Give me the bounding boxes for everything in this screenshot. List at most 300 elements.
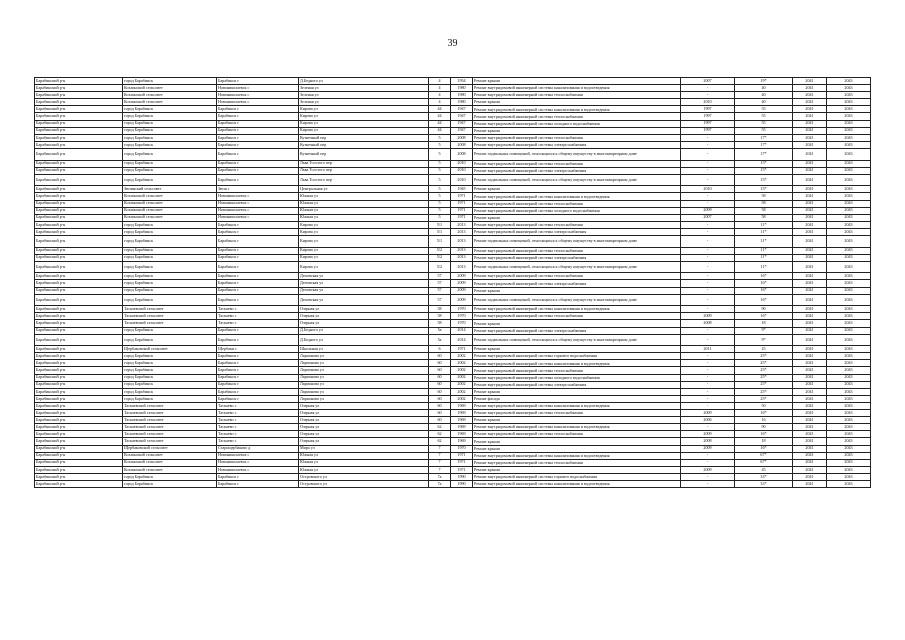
wear-percent-cell: 25* bbox=[735, 374, 793, 381]
wear-percent-cell: 15* bbox=[735, 186, 793, 193]
district-cell: Барабинский р-н bbox=[35, 431, 123, 438]
house-number-cell: 5 bbox=[429, 148, 451, 160]
work-type-cell: Ремонт фасада bbox=[473, 395, 681, 402]
work-type-cell: Ремонт крыши bbox=[473, 287, 681, 294]
planned-start-year-cell: 2041 bbox=[793, 78, 827, 85]
planned-end-year-cell: 2043 bbox=[827, 200, 871, 207]
planned-start-year-cell: 2041 bbox=[793, 395, 827, 402]
planned-start-year-cell: 2041 bbox=[793, 388, 827, 395]
street-cell: Кузнечный пер bbox=[299, 148, 429, 160]
construction-year-cell: 2010 bbox=[451, 160, 473, 167]
planned-end-year-cell: 2043 bbox=[827, 445, 871, 452]
table-row bbox=[35, 127, 871, 134]
locality-cell: Барабинск г bbox=[217, 367, 299, 374]
work-type-cell: Ремонт внутридомовой инженерной системы теплоснабжения bbox=[473, 367, 681, 374]
construction-year-cell: 1969 bbox=[451, 438, 473, 445]
work-type-cell: Ремонт внутридомовой инженерной системы электроснабжения bbox=[473, 327, 681, 334]
district-cell: Барабинский р-н bbox=[35, 381, 123, 388]
street-cell: Д.Бедного ул bbox=[299, 78, 429, 85]
last-repair-year-cell: - bbox=[681, 424, 735, 431]
wear-percent-cell: 18 bbox=[735, 320, 793, 327]
planned-end-year-cell: 2043 bbox=[827, 346, 871, 353]
street-cell: Кирова ул bbox=[299, 221, 429, 228]
district-cell: Барабинский р-н bbox=[35, 445, 123, 452]
house-number-cell: 62 bbox=[429, 438, 451, 445]
locality-cell: Барабинск г bbox=[217, 78, 299, 85]
planned-start-year-cell: 2041 bbox=[793, 160, 827, 167]
wear-percent-cell: 25* bbox=[735, 381, 793, 388]
house-number-cell: 5/1 bbox=[429, 221, 451, 228]
street-cell: Деповская ул bbox=[299, 294, 429, 306]
street-cell: Кирова ул bbox=[299, 254, 429, 261]
construction-year-cell: 2008 bbox=[451, 148, 473, 160]
work-type-cell: Ремонт внутридомовой инженерной системы горячего водоснабжения bbox=[473, 473, 681, 480]
planned-start-year-cell: 2041 bbox=[793, 141, 827, 148]
planned-end-year-cell: 2043 bbox=[827, 127, 871, 134]
planned-start-year-cell: 2041 bbox=[793, 247, 827, 254]
settlement-cell: Козлинский сельсовет bbox=[123, 459, 217, 466]
house-number-cell: 7 bbox=[429, 452, 451, 459]
construction-year-cell: 1947 bbox=[451, 127, 473, 134]
planned-end-year-cell: 2043 bbox=[827, 294, 871, 306]
work-type-cell: Ремонт внутридомовой инженерной системы канализования и водоотведения bbox=[473, 193, 681, 200]
locality-cell: Новониколаевск с bbox=[217, 85, 299, 92]
planned-start-year-cell: 2041 bbox=[793, 473, 827, 480]
district-cell: Барабинский р-н bbox=[35, 327, 123, 334]
locality-cell: Барабинск г bbox=[217, 480, 299, 487]
planned-start-year-cell: 2041 bbox=[793, 167, 827, 174]
page-number: 39 bbox=[447, 38, 458, 49]
last-repair-year-cell: - bbox=[681, 273, 735, 280]
construction-year-cell: 2014 bbox=[451, 327, 473, 334]
table-row bbox=[35, 141, 871, 148]
district-cell: Барабинский р-н bbox=[35, 134, 123, 141]
district-cell: Барабинский р-н bbox=[35, 395, 123, 402]
work-type-cell: Ремонт крыши bbox=[473, 445, 681, 452]
construction-year-cell: 2002 bbox=[451, 360, 473, 367]
planned-start-year-cell: 2041 bbox=[793, 313, 827, 320]
street-cell: Южная ул bbox=[299, 214, 429, 221]
wear-percent-cell: 25* bbox=[735, 367, 793, 374]
planned-end-year-cell: 2043 bbox=[827, 113, 871, 120]
district-cell: Барабинский р-н bbox=[35, 254, 123, 261]
planned-start-year-cell: 2041 bbox=[793, 235, 827, 247]
wear-percent-cell: 67* bbox=[735, 452, 793, 459]
house-number-cell: 5а bbox=[429, 334, 451, 346]
work-type-cell: Ремонт внутридомовой инженерной системы холодного водоснабжения bbox=[473, 374, 681, 381]
work-type-cell: Ремонт подвальных помещений, относящихся к общему имуществу в многоквартирном доме bbox=[473, 235, 681, 247]
house-number-cell: 5а bbox=[429, 327, 451, 334]
settlement-cell: город Барабинск bbox=[123, 353, 217, 360]
last-repair-year-cell: - bbox=[681, 327, 735, 334]
street-cell: Д.Бедного ул bbox=[299, 327, 429, 334]
planned-start-year-cell: 2041 bbox=[793, 367, 827, 374]
locality-cell: Новониколаевск с bbox=[217, 207, 299, 214]
wear-percent-cell: 16* bbox=[735, 410, 793, 417]
planned-end-year-cell: 2043 bbox=[827, 174, 871, 186]
locality-cell: Зюзя с bbox=[217, 186, 299, 193]
wear-percent-cell: 25 bbox=[735, 346, 793, 353]
district-cell: Барабинский р-н bbox=[35, 334, 123, 346]
work-type-cell: Ремонт внутридомовой инженерной системы электроснабжения bbox=[473, 381, 681, 388]
locality-cell: Барабинск г bbox=[217, 360, 299, 367]
table-row bbox=[35, 273, 871, 280]
house-number-cell: 7а bbox=[429, 480, 451, 487]
settlement-cell: город Барабинск bbox=[123, 395, 217, 402]
locality-cell: Барабинск г bbox=[217, 247, 299, 254]
last-repair-year-cell: 1997 bbox=[681, 113, 735, 120]
planned-end-year-cell: 2043 bbox=[827, 395, 871, 402]
district-cell: Барабинский р-н bbox=[35, 459, 123, 466]
house-number-cell: 60 bbox=[429, 388, 451, 395]
work-type-cell: Ремонт внутридомовой инженерной системы электроснабжения bbox=[473, 167, 681, 174]
house-number-cell: 60 bbox=[429, 353, 451, 360]
last-repair-year-cell: - bbox=[681, 148, 735, 160]
planned-end-year-cell: 2043 bbox=[827, 186, 871, 193]
house-number-cell: 44 bbox=[429, 113, 451, 120]
house-number-cell: 5 bbox=[429, 214, 451, 221]
house-number-cell: 5 bbox=[429, 207, 451, 214]
settlement-cell: город Барабинск bbox=[123, 381, 217, 388]
planned-start-year-cell: 2041 bbox=[793, 127, 827, 134]
work-type-cell: Ремонт крыши bbox=[473, 346, 681, 353]
work-type-cell: Ремонт внутридомовой инженерной системы теплоснабжения bbox=[473, 247, 681, 254]
last-repair-year-cell: - bbox=[681, 247, 735, 254]
planned-start-year-cell: 2041 bbox=[793, 92, 827, 99]
work-type-cell: Ремонт внутридомовой инженерной системы теплоснабжения bbox=[473, 313, 681, 320]
wear-percent-cell: 58 bbox=[735, 207, 793, 214]
settlement-cell: Таскаевский сельсовет bbox=[123, 438, 217, 445]
locality-cell: Новониколаевск с bbox=[217, 200, 299, 207]
house-number-cell: 6 bbox=[429, 346, 451, 353]
wear-percent-cell: 50 bbox=[735, 402, 793, 409]
settlement-cell: город Барабинск bbox=[123, 374, 217, 381]
work-type-cell: Ремонт внутридомовой инженерной системы теплоснабжения bbox=[473, 221, 681, 228]
street-cell: Зеленая ул bbox=[299, 99, 429, 106]
planned-end-year-cell: 2043 bbox=[827, 273, 871, 280]
work-type-cell: Ремонт подвальных помещений, относящихся к общему имуществу в многоквартирном доме bbox=[473, 148, 681, 160]
district-cell: Барабинский р-н bbox=[35, 92, 123, 99]
last-repair-year-cell: - bbox=[681, 174, 735, 186]
settlement-cell: город Барабинск bbox=[123, 148, 217, 160]
wear-percent-cell: 16* bbox=[735, 313, 793, 320]
planned-end-year-cell: 2043 bbox=[827, 388, 871, 395]
planned-end-year-cell: 2043 bbox=[827, 424, 871, 431]
wear-percent-cell: 15* bbox=[735, 174, 793, 186]
street-cell: Кузнечный пер bbox=[299, 141, 429, 148]
planned-start-year-cell: 2041 bbox=[793, 207, 827, 214]
planned-end-year-cell: 2043 bbox=[827, 148, 871, 160]
wear-percent-cell: 25* bbox=[735, 353, 793, 360]
settlement-cell: Козлинский сельсовет bbox=[123, 214, 217, 221]
house-number-cell: 60 bbox=[429, 381, 451, 388]
wear-percent-cell: 15* bbox=[735, 160, 793, 167]
planned-start-year-cell: 2041 bbox=[793, 228, 827, 235]
planned-start-year-cell: 2041 bbox=[793, 417, 827, 424]
construction-year-cell: 1990 bbox=[451, 480, 473, 487]
wear-percent-cell: 11* bbox=[735, 235, 793, 247]
district-cell: Барабинский р-н bbox=[35, 410, 123, 417]
last-repair-year-cell: - bbox=[681, 254, 735, 261]
wear-percent-cell: 11* bbox=[735, 228, 793, 235]
table-row bbox=[35, 417, 871, 424]
planned-start-year-cell: 2041 bbox=[793, 214, 827, 221]
planned-end-year-cell: 2043 bbox=[827, 459, 871, 466]
locality-cell: Барабинск г bbox=[217, 134, 299, 141]
planned-end-year-cell: 2043 bbox=[827, 327, 871, 334]
table-row bbox=[35, 235, 871, 247]
settlement-cell: Козлинский сельсовет bbox=[123, 207, 217, 214]
wear-percent-cell: 55 bbox=[735, 127, 793, 134]
construction-year-cell: 2002 bbox=[451, 388, 473, 395]
construction-year-cell: 1971 bbox=[451, 466, 473, 473]
locality-cell: Барабинск г bbox=[217, 261, 299, 273]
work-type-cell: Ремонт внутридомовой инженерной системы холодного водоснабжения bbox=[473, 207, 681, 214]
house-number-cell: 62 bbox=[429, 424, 451, 431]
planned-start-year-cell: 2041 bbox=[793, 327, 827, 334]
construction-year-cell: 1971 bbox=[451, 452, 473, 459]
settlement-cell: Козлинский сельсовет bbox=[123, 466, 217, 473]
last-repair-year-cell: - bbox=[681, 360, 735, 367]
house-number-cell: 58 bbox=[429, 306, 451, 313]
last-repair-year-cell: 2009 bbox=[681, 466, 735, 473]
street-cell: Озерная ул bbox=[299, 431, 429, 438]
district-cell: Барабинский р-н bbox=[35, 417, 123, 424]
work-type-cell: Ремонт крыши bbox=[473, 127, 681, 134]
wear-percent-cell: 16 bbox=[735, 417, 793, 424]
table-row bbox=[35, 287, 871, 294]
wear-percent-cell: 33* bbox=[735, 473, 793, 480]
house-number-cell: 7 bbox=[429, 459, 451, 466]
wear-percent-cell: 17* bbox=[735, 134, 793, 141]
house-number-cell: 5 bbox=[429, 167, 451, 174]
work-type-cell: Ремонт внутридомовой инженерной системы электроснабжения bbox=[473, 254, 681, 261]
locality-cell: Таскаево с bbox=[217, 402, 299, 409]
work-type-cell: Ремонт внутридомовой инженерной системы канализования и водоотведения bbox=[473, 402, 681, 409]
last-repair-year-cell: - bbox=[681, 287, 735, 294]
house-number-cell: 5 bbox=[429, 174, 451, 186]
planned-end-year-cell: 2043 bbox=[827, 78, 871, 85]
last-repair-year-cell: 2010 bbox=[681, 99, 735, 106]
construction-year-cell: 1947 bbox=[451, 106, 473, 113]
district-cell: Барабинский р-н bbox=[35, 374, 123, 381]
table-row bbox=[35, 459, 871, 466]
street-cell: Кирова ул bbox=[299, 106, 429, 113]
district-cell: Барабинский р-н bbox=[35, 346, 123, 353]
house-number-cell: 44 bbox=[429, 120, 451, 127]
planned-start-year-cell: 2041 bbox=[793, 134, 827, 141]
planned-start-year-cell: 2041 bbox=[793, 353, 827, 360]
construction-year-cell: 2002 bbox=[451, 381, 473, 388]
work-type-cell: Ремонт внутридомовой инженерной системы теплоснабжения bbox=[473, 459, 681, 466]
settlement-cell: город Барабинск bbox=[123, 134, 217, 141]
table-row bbox=[35, 367, 871, 374]
last-repair-year-cell: - bbox=[681, 374, 735, 381]
last-repair-year-cell: - bbox=[681, 402, 735, 409]
last-repair-year-cell: - bbox=[681, 294, 735, 306]
planned-end-year-cell: 2043 bbox=[827, 287, 871, 294]
table-row bbox=[35, 160, 871, 167]
street-cell: Льва Толстого пер bbox=[299, 174, 429, 186]
planned-end-year-cell: 2043 bbox=[827, 360, 871, 367]
house-number-cell: 4 bbox=[429, 85, 451, 92]
wear-percent-cell: 16* bbox=[735, 273, 793, 280]
planned-start-year-cell: 2041 bbox=[793, 334, 827, 346]
wear-percent-cell: 90 bbox=[735, 306, 793, 313]
construction-year-cell: 2009 bbox=[451, 287, 473, 294]
wear-percent-cell: 11* bbox=[735, 221, 793, 228]
work-type-cell: Ремонт внутридомовой инженерной системы канализования и водоотведения bbox=[473, 106, 681, 113]
settlement-cell: Козлинский сельсовет bbox=[123, 99, 217, 106]
locality-cell: Барабинск г bbox=[217, 287, 299, 294]
work-type-cell: Ремонт крыши bbox=[473, 78, 681, 85]
table-row bbox=[35, 99, 871, 106]
locality-cell: Новониколаевск с bbox=[217, 466, 299, 473]
last-repair-year-cell: - bbox=[681, 228, 735, 235]
locality-cell: Новониколаевск с bbox=[217, 459, 299, 466]
locality-cell: Таскаево с bbox=[217, 306, 299, 313]
last-repair-year-cell: 2008 bbox=[681, 438, 735, 445]
wear-percent-cell: 58 bbox=[735, 193, 793, 200]
work-type-cell: Ремонт крыши bbox=[473, 388, 681, 395]
street-cell: Кирова ул bbox=[299, 261, 429, 273]
settlement-cell: город Барабинск bbox=[123, 221, 217, 228]
locality-cell: Таскаево с bbox=[217, 431, 299, 438]
settlement-cell: Таскаевский сельсовет bbox=[123, 417, 217, 424]
settlement-cell: город Барабинск bbox=[123, 247, 217, 254]
street-cell: Ларионова ул bbox=[299, 367, 429, 374]
construction-year-cell: 1947 bbox=[451, 120, 473, 127]
street-cell: Ларионова ул bbox=[299, 353, 429, 360]
construction-year-cell: 2002 bbox=[451, 367, 473, 374]
house-number-cell: 60 bbox=[429, 395, 451, 402]
planned-start-year-cell: 2041 bbox=[793, 381, 827, 388]
wear-percent-cell: 45 bbox=[735, 466, 793, 473]
street-cell: Зеленая ул bbox=[299, 92, 429, 99]
table-row bbox=[35, 261, 871, 273]
planned-end-year-cell: 2043 bbox=[827, 374, 871, 381]
construction-year-cell: 2014 bbox=[451, 334, 473, 346]
planned-end-year-cell: 2043 bbox=[827, 334, 871, 346]
settlement-cell: город Барабинск bbox=[123, 106, 217, 113]
table-row bbox=[35, 381, 871, 388]
planned-end-year-cell: 2043 bbox=[827, 160, 871, 167]
settlement-cell: город Барабинск bbox=[123, 113, 217, 120]
wear-percent-cell: 40 bbox=[735, 85, 793, 92]
table-row bbox=[35, 186, 871, 193]
settlement-cell: город Барабинск bbox=[123, 287, 217, 294]
construction-year-cell: 1971 bbox=[451, 346, 473, 353]
construction-year-cell: 1970 bbox=[451, 313, 473, 320]
planned-end-year-cell: 2043 bbox=[827, 85, 871, 92]
street-cell: Кузнечный пер bbox=[299, 134, 429, 141]
table-row bbox=[35, 306, 871, 313]
construction-year-cell: 2013 bbox=[451, 235, 473, 247]
last-repair-year-cell: - bbox=[681, 235, 735, 247]
construction-year-cell: 1971 bbox=[451, 193, 473, 200]
district-cell: Барабинский р-н bbox=[35, 402, 123, 409]
wear-percent-cell: 90 bbox=[735, 424, 793, 431]
settlement-cell: город Барабинск bbox=[123, 294, 217, 306]
table-row bbox=[35, 473, 871, 480]
wear-percent-cell: 25* bbox=[735, 388, 793, 395]
wear-percent-cell: 58 bbox=[735, 214, 793, 221]
street-cell: Ларионова ул bbox=[299, 388, 429, 395]
locality-cell: Барабинск г bbox=[217, 120, 299, 127]
construction-year-cell: 2002 bbox=[451, 353, 473, 360]
planned-end-year-cell: 2043 bbox=[827, 466, 871, 473]
construction-year-cell: 1980 bbox=[451, 92, 473, 99]
planned-start-year-cell: 2041 bbox=[793, 280, 827, 287]
locality-cell: Барабинск г bbox=[217, 127, 299, 134]
wear-percent-cell: 16* bbox=[735, 294, 793, 306]
settlement-cell: город Барабинск bbox=[123, 160, 217, 167]
wear-percent-cell: 16* bbox=[735, 287, 793, 294]
last-repair-year-cell: 2009 bbox=[681, 445, 735, 452]
table-row bbox=[35, 200, 871, 207]
street-cell: Южная ул bbox=[299, 207, 429, 214]
wear-percent-cell: 17* bbox=[735, 148, 793, 160]
planned-end-year-cell: 2043 bbox=[827, 381, 871, 388]
house-number-cell: 62 bbox=[429, 431, 451, 438]
house-number-cell: 60 bbox=[429, 402, 451, 409]
construction-year-cell: 1971 bbox=[451, 207, 473, 214]
locality-cell: Барабинск г bbox=[217, 334, 299, 346]
street-cell: Южная ул bbox=[299, 193, 429, 200]
wear-percent-cell: 40 bbox=[735, 99, 793, 106]
house-number-cell: 60 bbox=[429, 410, 451, 417]
last-repair-year-cell: - bbox=[681, 459, 735, 466]
locality-cell: Барабинск г bbox=[217, 148, 299, 160]
locality-cell: Барабинск г bbox=[217, 388, 299, 395]
work-type-cell: Ремонт внутридомовой инженерной системы электроснабжения bbox=[473, 228, 681, 235]
planned-end-year-cell: 2043 bbox=[827, 167, 871, 174]
planned-end-year-cell: 2043 bbox=[827, 221, 871, 228]
settlement-cell: город Барабинск bbox=[123, 127, 217, 134]
table-row bbox=[35, 395, 871, 402]
construction-year-cell: 2009 bbox=[451, 273, 473, 280]
planned-end-year-cell: 2043 bbox=[827, 431, 871, 438]
planned-start-year-cell: 2041 bbox=[793, 459, 827, 466]
locality-cell: Барабинск г bbox=[217, 254, 299, 261]
planned-start-year-cell: 2041 bbox=[793, 431, 827, 438]
table-row bbox=[35, 174, 871, 186]
locality-cell: Барабинск г bbox=[217, 327, 299, 334]
planned-start-year-cell: 2041 bbox=[793, 374, 827, 381]
house-number-cell: 5 bbox=[429, 141, 451, 148]
district-cell: Барабинский р-н bbox=[35, 99, 123, 106]
construction-year-cell: 1980 bbox=[451, 99, 473, 106]
locality-cell: Щербаки с bbox=[217, 346, 299, 353]
last-repair-year-cell: - bbox=[681, 306, 735, 313]
wear-percent-cell: 16* bbox=[735, 431, 793, 438]
planned-end-year-cell: 2043 bbox=[827, 367, 871, 374]
planned-start-year-cell: 2041 bbox=[793, 221, 827, 228]
table-row bbox=[35, 346, 871, 353]
last-repair-year-cell: - bbox=[681, 381, 735, 388]
locality-cell: Барабинск г bbox=[217, 174, 299, 186]
district-cell: Барабинский р-н bbox=[35, 85, 123, 92]
planned-end-year-cell: 2043 bbox=[827, 106, 871, 113]
construction-year-cell: 2009 bbox=[451, 280, 473, 287]
planned-end-year-cell: 2043 bbox=[827, 480, 871, 487]
house-number-cell: 57 bbox=[429, 287, 451, 294]
street-cell: Льва Толстого пер bbox=[299, 160, 429, 167]
district-cell: Барабинский р-н bbox=[35, 186, 123, 193]
street-cell: Деповская ул bbox=[299, 287, 429, 294]
planned-end-year-cell: 2043 bbox=[827, 473, 871, 480]
district-cell: Барабинский р-н bbox=[35, 214, 123, 221]
